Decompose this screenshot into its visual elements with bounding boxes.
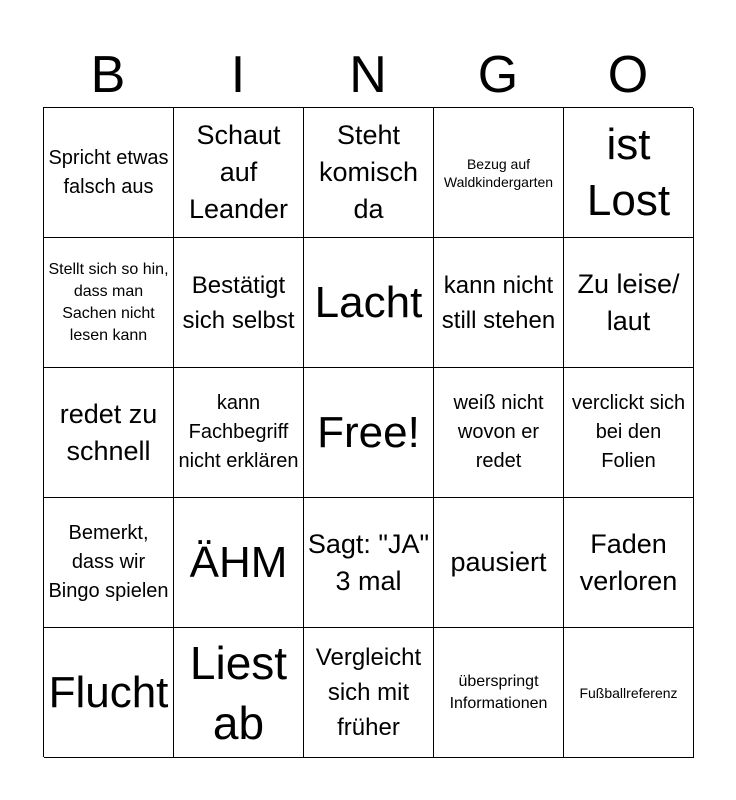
bingo-cell[interactable] xyxy=(174,368,304,498)
header-letter-g: G xyxy=(477,46,519,104)
cell-text: Spricht etwas falsch aus xyxy=(48,146,169,198)
cell-text: Bemerkt, dass wir Bingo spielen xyxy=(48,522,169,602)
bingo-header xyxy=(43,40,693,110)
bingo-cell[interactable] xyxy=(434,238,564,368)
cell-text: weiß nicht wovon er redet xyxy=(453,392,544,472)
cell-text: kann nicht still stehen xyxy=(441,271,556,334)
cell-text: Lacht xyxy=(314,277,423,327)
bingo-grid xyxy=(43,107,693,757)
bingo-cell-free[interactable] xyxy=(304,368,434,498)
bingo-cell[interactable] xyxy=(434,628,564,758)
bingo-cell[interactable] xyxy=(434,108,564,238)
cell-text: Bezug auf Waldkindergarten xyxy=(443,155,554,190)
bingo-cell[interactable] xyxy=(564,108,694,238)
bingo-cell[interactable] xyxy=(174,238,304,368)
bingo-cell[interactable] xyxy=(174,628,304,758)
bingo-cell[interactable] xyxy=(304,628,434,758)
cell-text: überspringt Informationen xyxy=(449,672,548,712)
bingo-cell[interactable] xyxy=(44,238,174,368)
bingo-cell[interactable] xyxy=(434,368,564,498)
cell-text: kann Fachbegriff nicht erklären xyxy=(178,392,299,472)
bingo-cell[interactable] xyxy=(304,108,434,238)
header-letter-n: N xyxy=(349,46,387,104)
cell-text: Steht komisch da xyxy=(318,120,419,224)
cell-text: Faden verloren xyxy=(579,528,678,596)
bingo-cell[interactable] xyxy=(44,368,174,498)
cell-text: ist Lost xyxy=(586,119,671,225)
bingo-cell[interactable] xyxy=(564,628,694,758)
cell-text: Flucht xyxy=(48,667,169,717)
cell-text: redet zu schnell xyxy=(59,398,158,466)
bingo-cell[interactable] xyxy=(44,108,174,238)
cell-text: Zu leise/ laut xyxy=(577,268,680,336)
cell-text: verclickt sich bei den Folien xyxy=(571,392,686,472)
cell-text: Liest ab xyxy=(189,636,288,749)
bingo-cell[interactable] xyxy=(564,368,694,498)
bingo-cell[interactable] xyxy=(44,628,174,758)
cell-text: ÄHM xyxy=(189,537,288,587)
cell-text: Fußballreferenz xyxy=(579,684,678,701)
bingo-cell[interactable] xyxy=(564,238,694,368)
bingo-cell[interactable] xyxy=(44,498,174,628)
cell-text: pausiert xyxy=(450,547,547,577)
cell-text: Sagt: "JA" 3 mal xyxy=(307,528,430,596)
cell-text: Schaut auf Leander xyxy=(188,120,289,224)
header-letter-o: O xyxy=(607,46,649,104)
cell-text: Stellt sich so hin, dass man Sachen nicht lesen kann xyxy=(48,260,169,344)
header-letter-i: I xyxy=(230,46,246,104)
bingo-cell[interactable] xyxy=(304,498,434,628)
header-letter-b: B xyxy=(90,46,126,104)
cell-text: Bestätigt sich selbst xyxy=(182,271,295,334)
bingo-cell[interactable] xyxy=(434,498,564,628)
bingo-cell[interactable] xyxy=(304,238,434,368)
bingo-cell[interactable] xyxy=(174,498,304,628)
cell-text: Free! xyxy=(317,407,420,457)
cell-text: Vergleicht sich mit früher xyxy=(315,644,422,741)
bingo-cell[interactable] xyxy=(564,498,694,628)
bingo-cell[interactable] xyxy=(174,108,304,238)
